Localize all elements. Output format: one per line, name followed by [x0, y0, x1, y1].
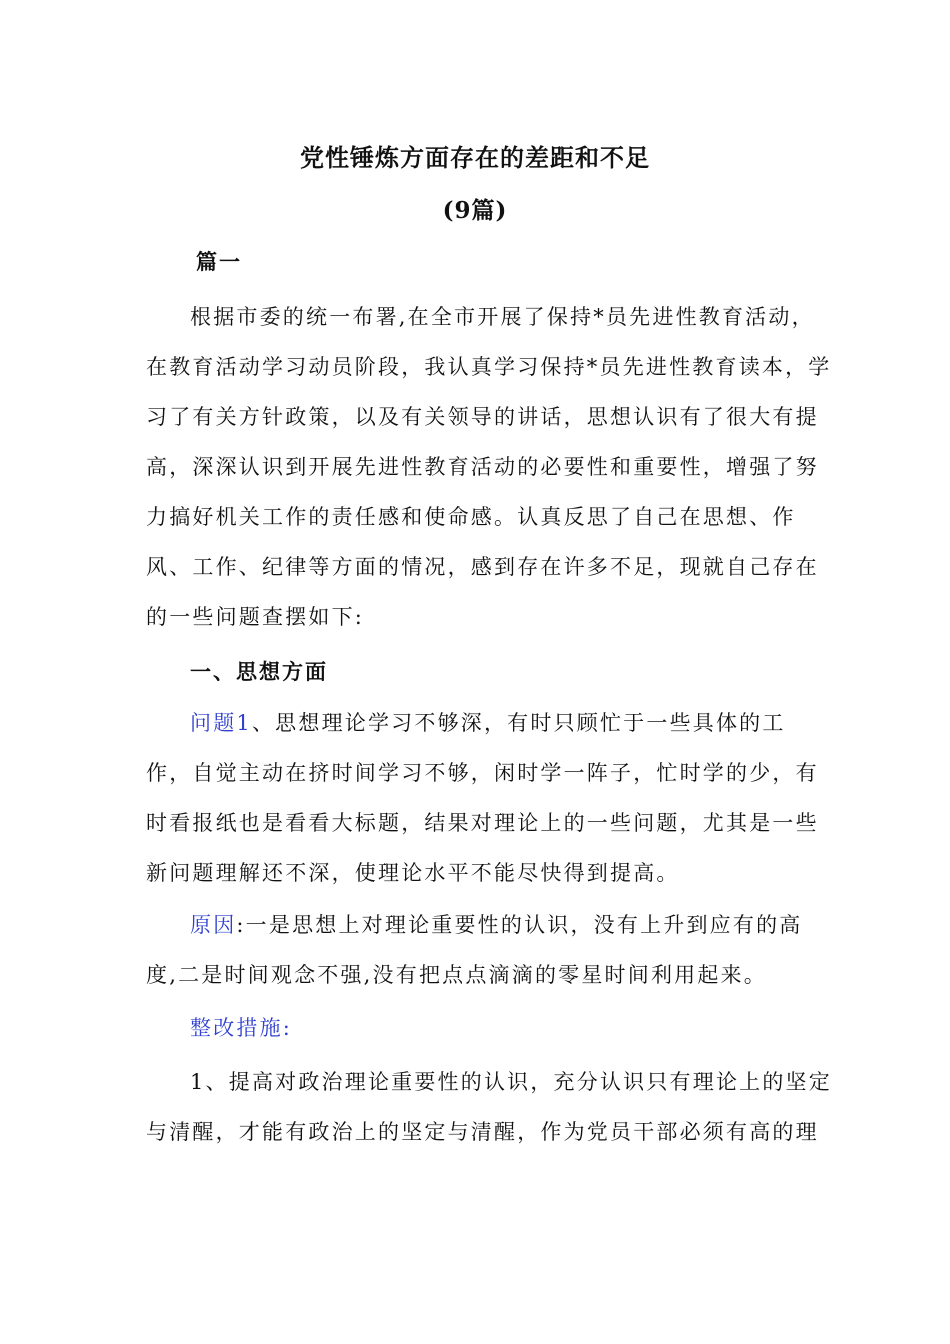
document-subtitle: (9篇): [442, 197, 508, 224]
intro-line: 的一些问题查摆如下:: [146, 605, 365, 629]
intro-line: 根据市委的统一布署,在全市开展了保持*员先进性教育活动，: [190, 305, 815, 329]
cause-first-line: [190, 909, 802, 939]
section-label: 篇一: [196, 249, 242, 274]
problem-first-line: [190, 707, 786, 737]
document-title: 党性锤炼方面存在的差距和不足: [300, 143, 650, 172]
cause-line: 度,二是时间观念不强,没有把点点滴滴的零星时间利用起来。: [146, 963, 767, 987]
problem-line: 作，自觉主动在挤时间学习不够，闲时学一阵子，忙时学的少，有: [146, 761, 819, 785]
intro-line: 习了有关方针政策，以及有关领导的讲话，思想认识有了很大有提: [146, 405, 819, 429]
intro-line: 在教育活动学习动员阶段，我认真学习保持*员先进性教育读本，学: [146, 355, 832, 379]
intro-line: 高，深深认识到开展先进性教育活动的必要性和重要性，增强了努: [146, 455, 819, 479]
problem-label: 问题1: [190, 711, 252, 735]
measures-label: 整改措施:: [190, 1016, 293, 1040]
problem-line: 新问题理解还不深，使理论水平不能尽快得到提高。: [146, 861, 680, 885]
intro-line: 力搞好机关工作的责任感和使命感。认真反思了自己在思想、作: [146, 505, 796, 529]
problem-text: 、思想理论学习不够深，有时只顾忙于一些具体的工: [251, 711, 786, 735]
cause-label: 原因: [190, 913, 237, 937]
measure-line: 与清醒，才能有政治上的坚定与清醒，作为党员干部必须有高的理: [146, 1120, 819, 1144]
problem-line: 时看报纸也是看看大标题，结果对理论上的一些问题，尤其是一些: [146, 811, 819, 835]
cause-text: :一是思想上对理论重要性的认识，没有上升到应有的高: [236, 913, 803, 937]
measure-line: 1、提高对政治理论重要性的认识，充分认识只有理论上的坚定: [190, 1070, 832, 1094]
section-heading: 一、思想方面: [190, 659, 328, 684]
intro-line: 风、工作、纪律等方面的情况，感到存在许多不足，现就自己存在: [146, 555, 819, 579]
